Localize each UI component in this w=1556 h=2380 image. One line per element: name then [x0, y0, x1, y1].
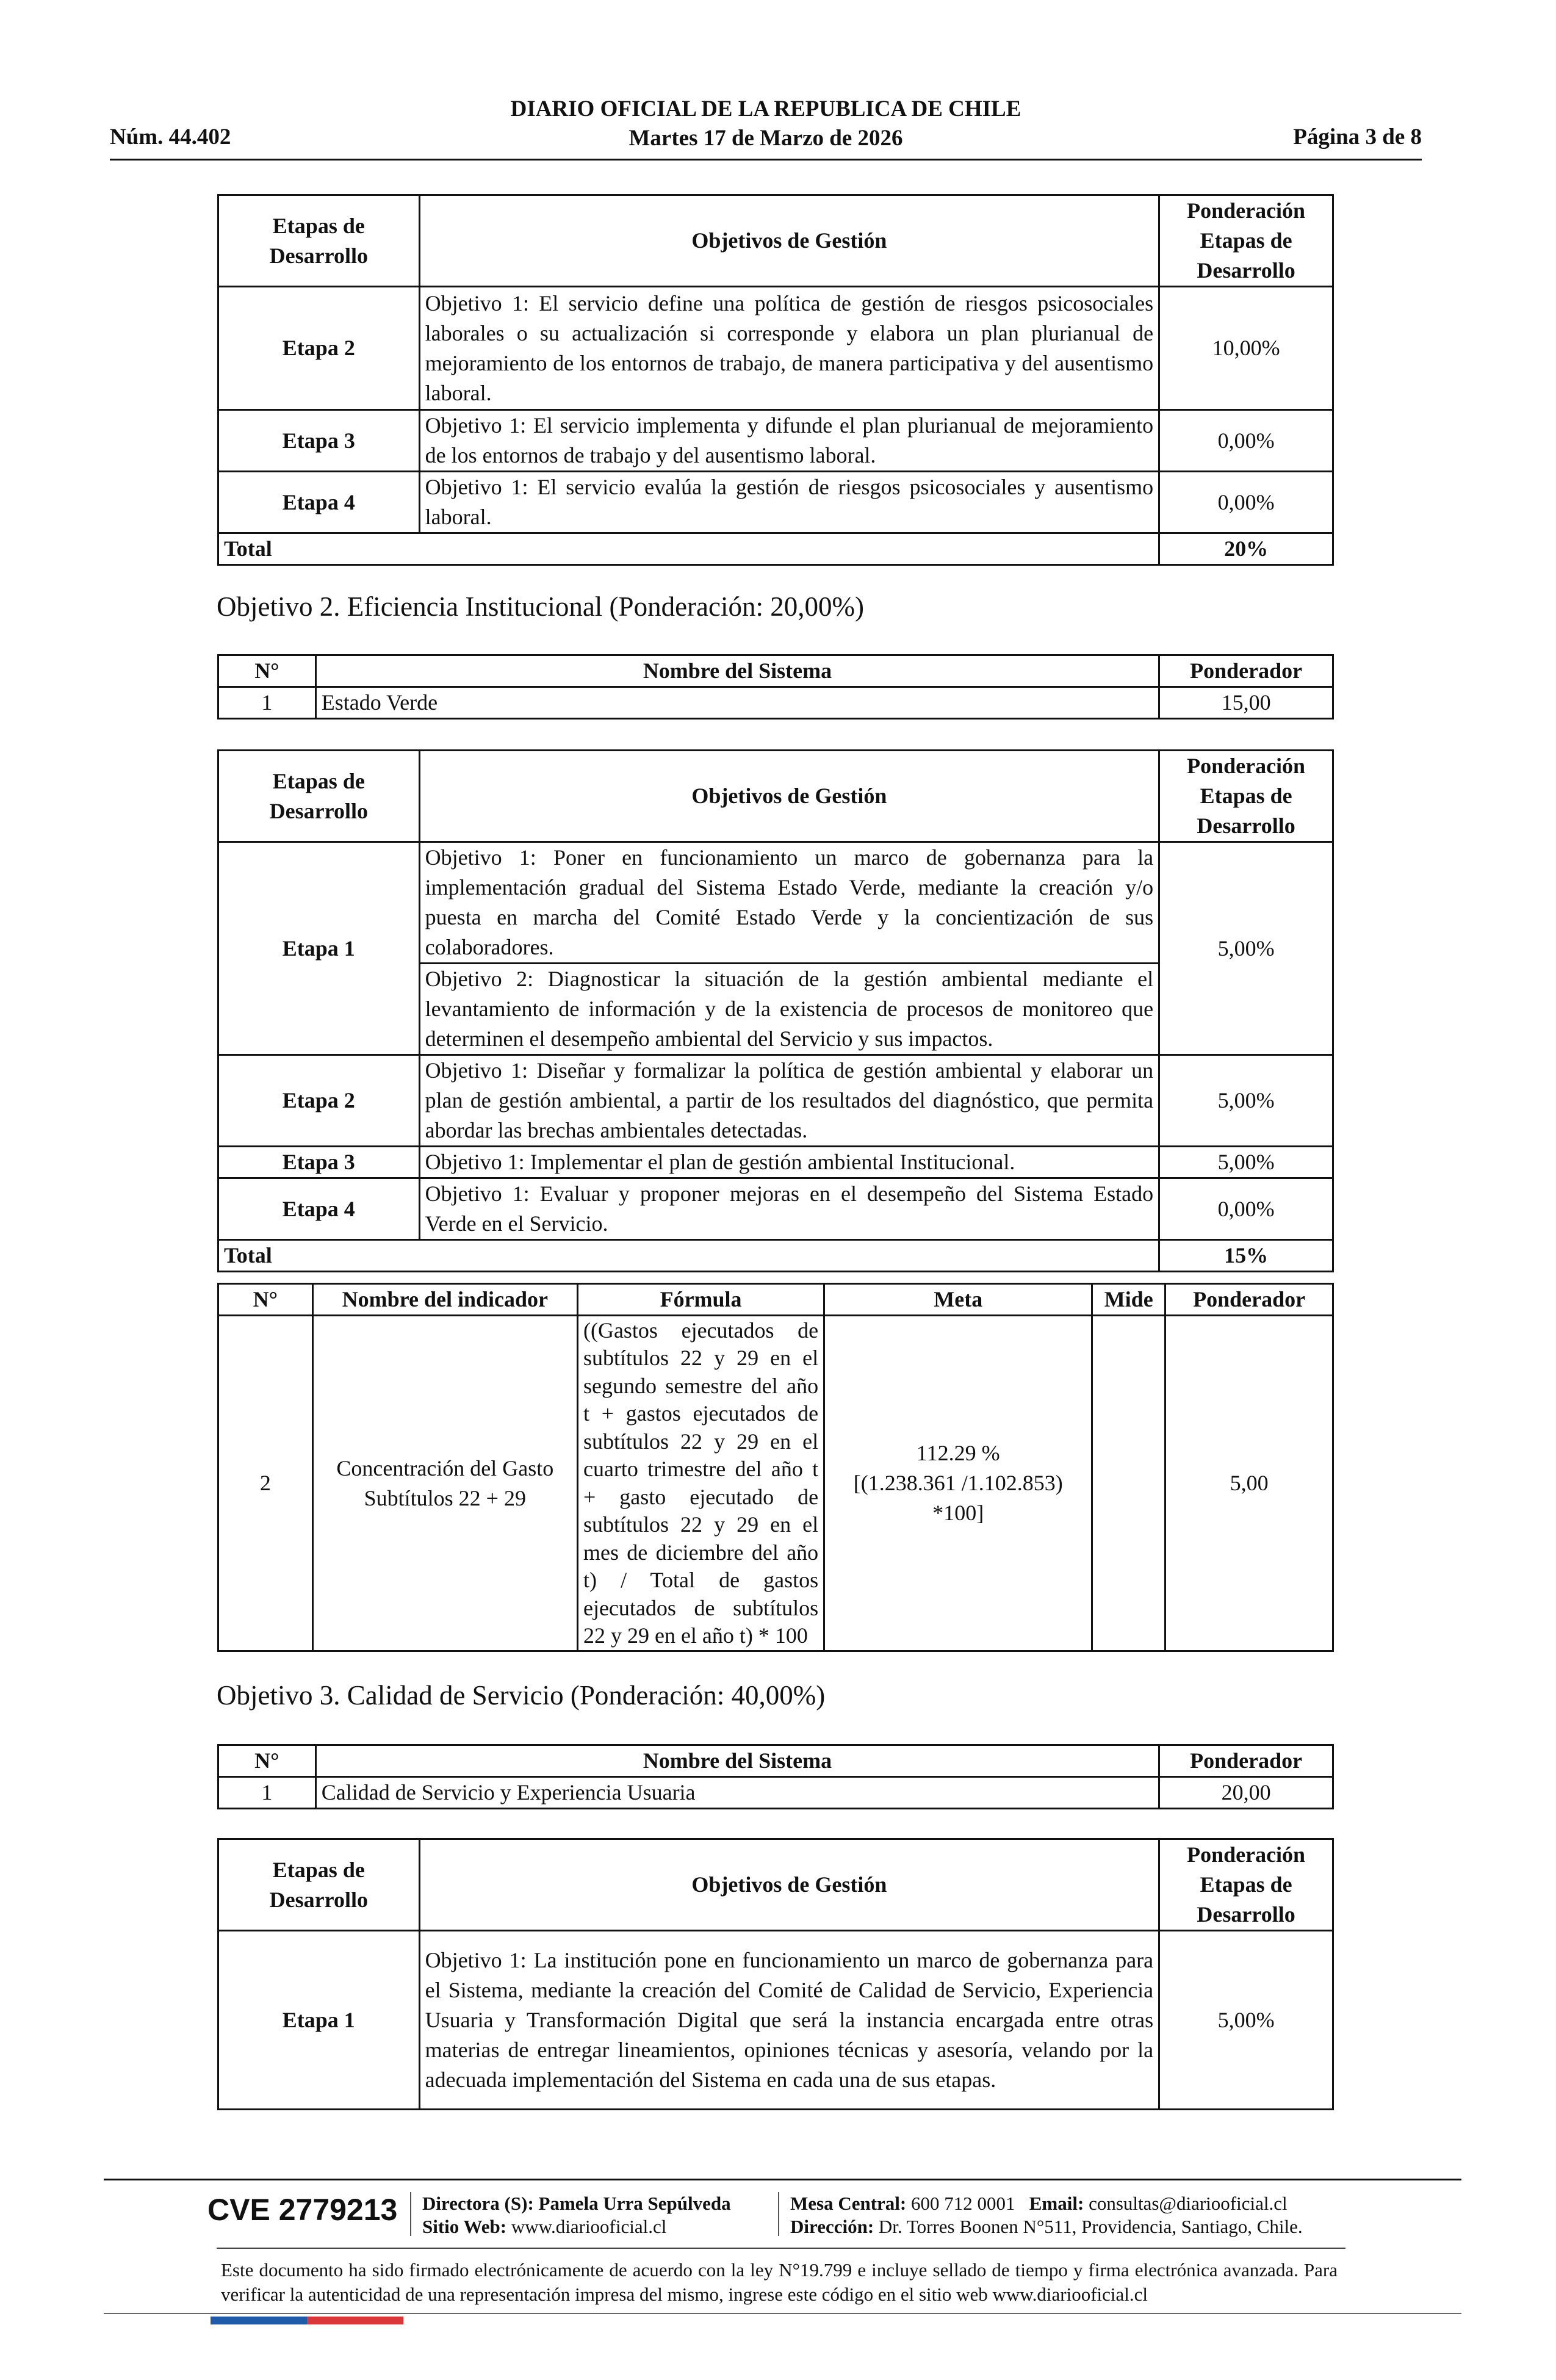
- footer-divider-inner: [217, 2248, 1345, 2249]
- sitio-web[interactable]: www.diariooficial.cl: [511, 2216, 667, 2237]
- stage-objective: Objetivo 1: Evaluar y proponer mejoras en el desempeño del Sistema Estado Verde en el Servicio.: [419, 1178, 1159, 1240]
- mesa-value: 600 712 0001: [911, 2193, 1015, 2214]
- indicator-table: [217, 1283, 1334, 1652]
- meta-value: 112.29 %: [916, 1441, 1000, 1465]
- col-header-ponderador: Ponderador: [1159, 1745, 1333, 1777]
- section-title-objetivo-2: Objetivo 2. Eficiencia Institucional (Ponderación: 20,00%): [217, 591, 864, 622]
- issue-number: Núm. 44.402: [110, 124, 231, 150]
- system-weight: 20,00: [1159, 1777, 1333, 1809]
- stage-weight: 0,00%: [1159, 472, 1333, 533]
- system-number: 1: [218, 687, 316, 719]
- email-value[interactable]: consultas@diariooficial.cl: [1089, 2193, 1288, 2214]
- col-header-nombre-indicador: Nombre del indicador: [312, 1284, 577, 1316]
- col-header-ponderacion: Ponderación Etapas de Desarrollo: [1159, 751, 1333, 842]
- directora-name: Pamela Urra Sepúlveda: [538, 2193, 731, 2214]
- stage-objective: Objetivo 1: El servicio implementa y difunde el plan plurianual de mejoramiento de los entornos de trabajo y del ausentismo laboral.: [419, 410, 1159, 472]
- flag-stripe-blue: [211, 2317, 307, 2324]
- col-header-etapas: Etapas de Desarrollo: [218, 1839, 420, 1931]
- meta-calculation-end: *100]: [932, 1501, 984, 1525]
- system-weight: 15,00: [1159, 687, 1333, 719]
- total-label: Total: [218, 533, 1159, 565]
- stage-label: Etapa 4: [218, 472, 420, 533]
- stages-table-3: [217, 1838, 1334, 2110]
- stage-objective: Objetivo 1: El servicio define una política de gestión de riesgos psicosociales laborales o su actualización si corresponde y elabora un plan plurianual de mejoramiento de los entornos de trabajo, de manera participativa y del ausentismo laboral.: [419, 287, 1159, 410]
- stage-weight: 5,00%: [1159, 1055, 1333, 1147]
- col-header-ponderacion: Ponderación Etapas de Desarrollo: [1159, 195, 1333, 287]
- legal-notice: Este documento ha sido firmado electrónicamente de acuerdo con la ley N°19.799 e incluye sellado de tiempo y firma electrónica avanzada. Para verificar la autenticidad de una representación impresa del mismo, ingrese este código en el sitio web www.diariooficial.cl: [221, 2259, 1338, 2305]
- total-value: 15%: [1159, 1240, 1333, 1272]
- col-header-n: N°: [218, 1745, 316, 1777]
- stage-weight: 5,00%: [1159, 1147, 1333, 1178]
- indicator-name: Concentración del Gasto Subtítulos 22 + 29: [312, 1316, 577, 1651]
- stage-weight: 0,00%: [1159, 1178, 1333, 1240]
- total-value: 20%: [1159, 533, 1333, 565]
- col-header-etapas: Etapas de Desarrollo: [218, 751, 420, 842]
- system-table-3: [217, 1744, 1334, 1809]
- col-header-ponderacion: Ponderación Etapas de Desarrollo: [1159, 1839, 1333, 1931]
- system-name: Estado Verde: [315, 687, 1159, 719]
- col-header-nombre-sistema: Nombre del Sistema: [315, 655, 1159, 687]
- stage-objective: Objetivo 1: La institución pone en funcionamiento un marco de gobernanza para el Sistema, mediante la creación del Comité de Calidad de Servicio, Experiencia Usuaria y Transformación Digital que será la instancia encargada entre otras materias de entregar lineamientos, opiniones técnicas y asesoría, velando por la adecuada implementación del Sistema en cada una de sus etapas.: [419, 1931, 1159, 2110]
- col-header-meta: Meta: [824, 1284, 1092, 1316]
- indicator-formula: ((Gastos ejecutados de subtítulos 22 y 29 en el segundo semestre del año t + gastos ejecutados de subtítulos 22 y 29 en el cuarto trimestre del año t + gasto ejecutado de subtítulos 22 y 29 en el mes de diciembre del año t) / Total de gastos ejecutados de subtítulos 22 y 29 en el año t) * 100: [577, 1316, 824, 1651]
- meta-calculation: [(1.238.361 /1.102.853): [853, 1471, 1063, 1495]
- page-number: Página 3 de 8: [1293, 124, 1422, 150]
- col-header-ponderador: Ponderador: [1165, 1284, 1333, 1316]
- newspaper-title: DIARIO OFICIAL DE LA REPUBLICA DE CHILE: [510, 96, 1021, 121]
- mesa-label: Mesa Central:: [790, 2193, 907, 2214]
- footer-divider-bottom: [104, 2313, 1461, 2314]
- col-header-mide: Mide: [1092, 1284, 1165, 1316]
- footer-divider-top: [104, 2179, 1461, 2180]
- cve-code: CVE 2779213: [207, 2193, 398, 2227]
- stage-weight: 0,00%: [1159, 410, 1333, 472]
- email-label: Email:: [1029, 2193, 1084, 2214]
- indicator-mide: [1092, 1316, 1165, 1651]
- header-center: [110, 95, 1422, 153]
- stage-weight: 5,00%: [1159, 1931, 1333, 2110]
- total-label: Total: [218, 1240, 1159, 1272]
- stage-label: Etapa 1: [218, 842, 420, 1055]
- footer-contact-block: [790, 2192, 1303, 2238]
- footer-director-block: [422, 2192, 731, 2238]
- col-header-formula: Fórmula: [577, 1284, 824, 1316]
- stage-objective: Objetivo 2: Diagnosticar la situación de la gestión ambiental mediante el levantamiento de información y de la existencia de procesos de monitoreo que determinen el desempeño ambiental del Servicio y sus impactos.: [419, 964, 1159, 1055]
- stage-label: Etapa 2: [218, 1055, 420, 1147]
- section-title-objetivo-3: Objetivo 3. Calidad de Servicio (Ponderación: 40,00%): [217, 1680, 826, 1711]
- stage-objective: Objetivo 1: Implementar el plan de gestión ambiental Institucional.: [419, 1147, 1159, 1178]
- stage-weight: 10,00%: [1159, 287, 1333, 410]
- indicator-weight: 5,00: [1165, 1316, 1333, 1651]
- flag-stripe-red: [307, 2317, 403, 2324]
- stage-weight: 5,00%: [1159, 842, 1333, 1055]
- page-header: [110, 92, 1422, 160]
- directora-label: Directora (S):: [422, 2193, 534, 2214]
- stage-objective: Objetivo 1: Poner en funcionamiento un marco de gobernanza para la implementación gradual del Sistema Estado Verde, mediante la creación y/o puesta en marcha del Comité Estado Verde y la concientización de sus colaboradores.: [419, 842, 1159, 964]
- col-header-objetivos: Objetivos de Gestión: [419, 195, 1159, 287]
- stage-label: Etapa 4: [218, 1178, 420, 1240]
- system-table-2: [217, 654, 1334, 719]
- direccion-label: Dirección:: [790, 2216, 874, 2237]
- indicator-meta: [824, 1316, 1092, 1651]
- indicator-number: 2: [218, 1316, 313, 1651]
- col-header-ponderador: Ponderador: [1159, 655, 1333, 687]
- system-name: Calidad de Servicio y Experiencia Usuaria: [315, 1777, 1159, 1809]
- stage-label: Etapa 3: [218, 410, 420, 472]
- col-header-nombre-sistema: Nombre del Sistema: [315, 1745, 1159, 1777]
- stage-objective: Objetivo 1: El servicio evalúa la gestión de riesgos psicosociales y ausentismo laboral.: [419, 472, 1159, 533]
- stage-label: Etapa 3: [218, 1147, 420, 1178]
- issue-date: Martes 17 de Marzo de 2026: [629, 126, 903, 151]
- system-number: 1: [218, 1777, 316, 1809]
- col-header-objetivos: Objetivos de Gestión: [419, 751, 1159, 842]
- stage-label: Etapa 1: [218, 1931, 420, 2110]
- col-header-etapas: Etapas de Desarrollo: [218, 195, 420, 287]
- stage-objective: Objetivo 1: Diseñar y formalizar la política de gestión ambiental y elaborar un plan de gestión ambiental, a partir de los resultados del diagnóstico, que permita abordar las brechas ambientales detectadas.: [419, 1055, 1159, 1147]
- footer-separator: [410, 2192, 411, 2236]
- stage-label: Etapa 2: [218, 287, 420, 410]
- sitio-label: Sitio Web:: [422, 2216, 507, 2237]
- col-header-n: N°: [218, 655, 316, 687]
- stages-table-2: [217, 749, 1334, 1272]
- stages-table-1: [217, 194, 1334, 566]
- col-header-objetivos: Objetivos de Gestión: [419, 1839, 1159, 1931]
- col-header-n: N°: [218, 1284, 313, 1316]
- direccion-value: Dr. Torres Boonen N°511, Providencia, Santiago, Chile.: [878, 2216, 1303, 2237]
- footer-separator: [778, 2192, 779, 2236]
